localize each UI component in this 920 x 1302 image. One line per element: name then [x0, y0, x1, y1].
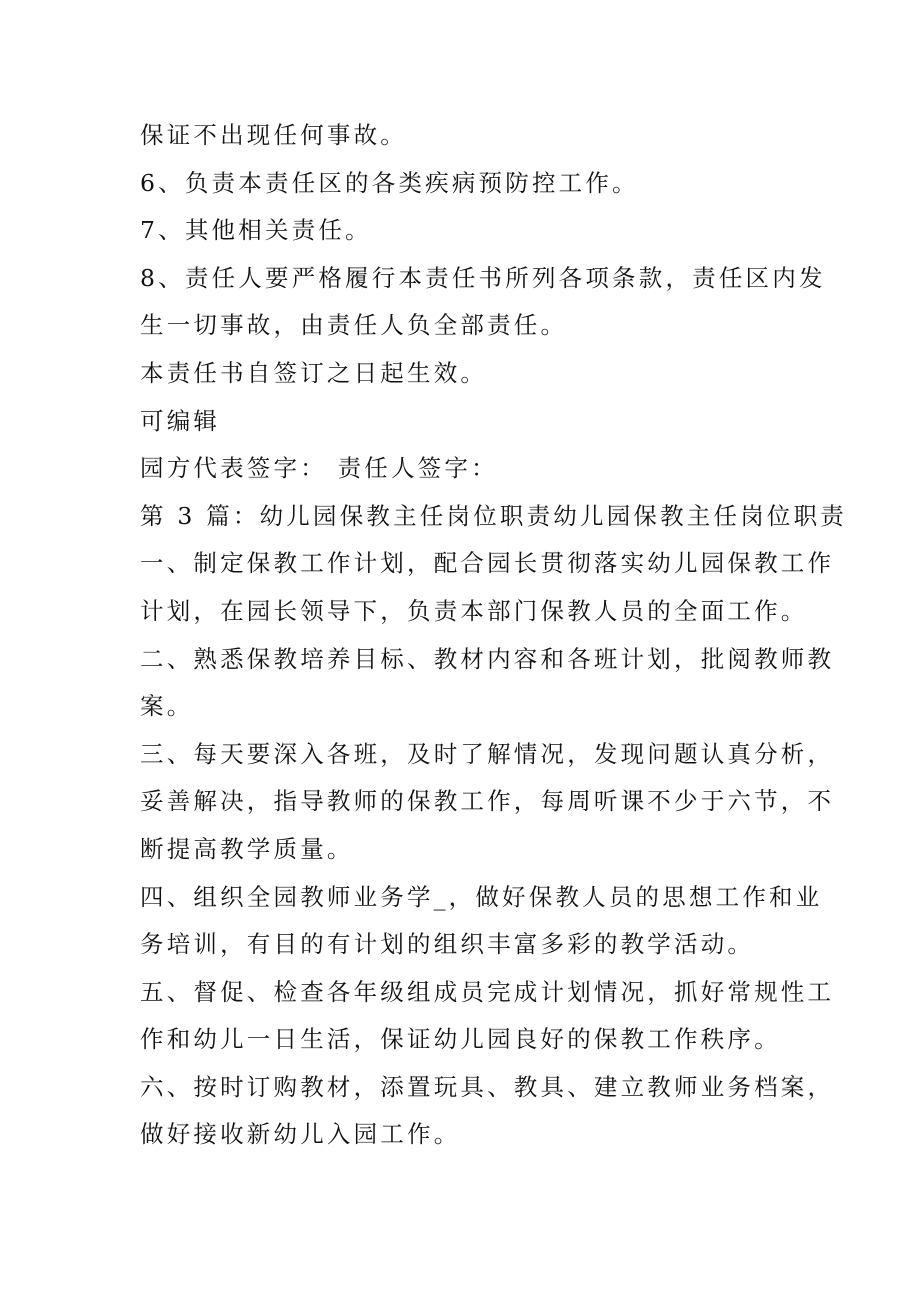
document-body	[140, 112, 847, 1159]
text-line: 妥善解决，指导教师的保教工作，每周听课不少于六节，不	[140, 787, 835, 816]
text-line: 六、按时订购教材，添置玩具、教具、建立教师业务档案，	[140, 1072, 835, 1101]
text-line: 作和幼儿一日生活，保证幼儿园良好的保教工作秩序。	[140, 1025, 781, 1054]
text-line: 保证不出现任何事故。	[140, 121, 407, 149]
text-line: 四、组织全园教师业务学_，做好保教人员的思想工作和业	[140, 882, 823, 911]
text-line: 一、制定保教工作计划，配合园长贯彻落实幼儿园保教工作	[140, 549, 835, 578]
text-line: 计划，在园长领导下，负责本部门保教人员的全面工作。	[140, 596, 808, 625]
text-line: 可编辑	[140, 406, 221, 435]
text-line: 生一切事故，由责任人负全部责任。	[140, 311, 568, 340]
text-line: 案。	[140, 692, 194, 721]
text-line: 三、每天要深入各班，及时了解情况，发现问题认真分析，	[140, 739, 835, 768]
text-line: 本责任书自签订之日起生效。	[140, 358, 488, 387]
text-line: 6、负责本责任区的各类疾病预防控工作。	[140, 168, 639, 197]
text-line: 断提高教学质量。	[140, 834, 354, 863]
signature-line: 园方代表签字： 责任人签字：	[140, 454, 498, 483]
text-line: 五、督促、检查各年级组成员完成计划情况，抓好常规性工	[140, 977, 835, 1006]
text-line: 务培训，有目的有计划的组织丰富多彩的教学活动。	[140, 930, 755, 959]
text-line: 二、熟悉保教培养目标、教材内容和各班计划，批阅教师教	[140, 644, 835, 673]
text-line: 8、责任人要严格履行本责任书所列各项条款，责任区内发	[140, 263, 826, 292]
section-heading: 第 3 篇：幼儿园保教主任岗位职责幼儿园保教主任岗位职责	[140, 501, 847, 530]
text-line: 7、其他相关责任。	[140, 216, 372, 245]
text-line: 做好接收新幼儿入园工作。	[140, 1120, 461, 1149]
